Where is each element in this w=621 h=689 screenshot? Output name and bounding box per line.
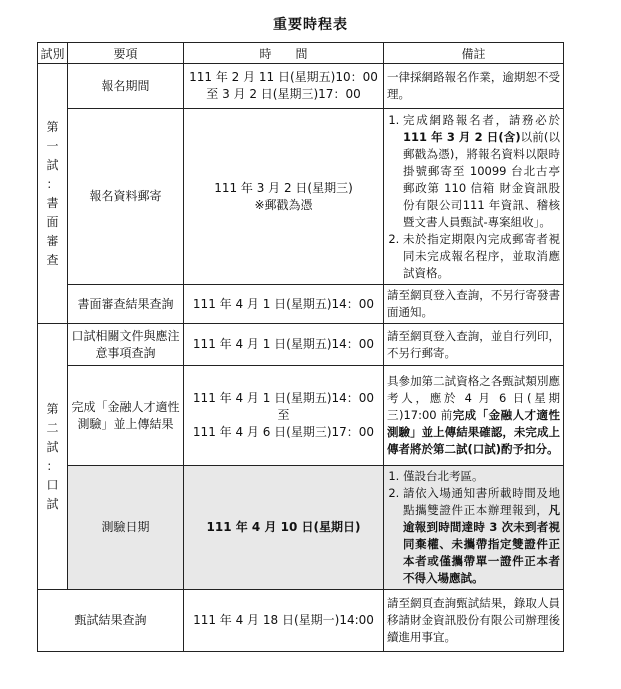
header-note: 備註 [384,43,564,64]
item-cell: 書面審查結果查詢 [68,285,184,324]
stage1-char: 書 [46,195,59,210]
note-item: 2. 未於指定期限內完成郵寄者視同未完成報名程序，並取消應試資格。 [403,231,560,282]
note-item: 1. 僅設台北考區。 [403,468,560,485]
stage2-char: 二 [46,420,59,435]
stage1-label [38,64,68,324]
note-cell [384,109,564,285]
table-row [38,109,564,285]
time-cell [184,366,384,466]
header-item: 要項 [68,43,184,64]
item-cell: 報名期間 [68,64,184,109]
time-line: 111 年 4 月 6 日(星期三)17：00 [192,425,375,439]
table-row [38,64,564,109]
table-row [38,466,564,590]
header-row [38,43,564,64]
note-cell: 請至網頁登入查詢，並自行列印，不另行郵寄。 [384,324,564,366]
note-cell: 一律採網路報名作業，逾期恕不受理。 [384,64,564,109]
item-cell: 口試相關文件與應注意事項查詢 [68,324,184,366]
stage2-label [38,324,68,590]
item-cell: 報名資料郵寄 [68,109,184,285]
schedule-table [37,42,564,652]
item-cell: 甄試結果查詢 [38,590,184,652]
header-time: 時 間 [184,43,384,64]
stage2-char: 試 [46,496,59,511]
stage1-char: 面 [46,214,59,229]
table-row [38,590,564,652]
stage1-char: 試 [46,157,59,172]
time-line: 111 年 2 月 11 日(星期五)10：00 [189,70,378,84]
note-cell [384,466,564,590]
item-cell: 測驗日期 [68,466,184,590]
item-cell: 完成「金融人才適性測驗」並上傳結果 [68,366,184,466]
table-row [38,324,564,366]
note-cell: 請至網頁查詢甄試結果，錄取人員移請財金資訊股份有限公司辦理後續進用事宜。 [384,590,564,652]
stage1-char: ： [46,176,59,191]
note-cell: 具參加第二試資格之各甄試類別應考人，應於 4 月 6 日(星期三)17:00 前完成「金融人才適性測驗」並上傳結果確認，未完成上傳者將於第二試(口試)酌予扣分。 [384,366,564,466]
time-cell [184,109,384,285]
time-cell [184,64,384,109]
stage1-char: 查 [46,252,59,267]
time-line: 至 3 月 2 日(星期三)17：00 [206,87,361,101]
note-item: 2. 請依入場通知書所載時間及地點攜雙證件正本辦理報到，凡逾報到時間達時 3 次未到者視同棄權、未攜帶指定雙證件正本者或僅攜帶單一證件正本者不得入場應試。 [403,485,560,587]
note-cell: 請至網頁登入查詢，不另行寄發書面通知。 [384,285,564,324]
note-list [387,468,560,587]
time-line: 111 年 4 月 1 日(星期五)14：00 至 [192,391,375,422]
time-cell: 111 年 4 月 1 日(星期五)14：00 [184,324,384,366]
note-item: 1. 完成網路報名者，請務必於111 年 3 月 2 日(含)以前(以郵戳為憑)，將報名資料以限時掛號郵寄至 10099 台北古亭郵政第 110 信箱 財金資訊股份有限公司111 年資訊、稽核暨文書人員甄試-專案組收」。 [403,112,560,231]
note-list [387,112,560,282]
time-line: ※郵戳為憑 [254,197,313,212]
table-row [38,366,564,466]
time-line: 111 年 3 月 2 日(星期三) [214,180,353,195]
header-type: 試別 [38,43,68,64]
time-cell: 111 年 4 月 18 日(星期一)14:00 [184,590,384,652]
stage1-char: 第 [46,119,59,134]
stage1-char: 一 [46,138,59,153]
stage2-char: ： [46,458,59,473]
table-row [38,285,564,324]
stage2-char: 試 [46,439,59,454]
stage2-char: 第 [46,401,59,416]
page-title: 重要時程表 [273,17,348,33]
stage2-char: 口 [46,477,59,492]
time-cell: 111 年 4 月 1 日(星期五)14：00 [184,285,384,324]
stage1-char: 審 [46,233,59,248]
time-cell: 111 年 4 月 10 日(星期日) [184,466,384,590]
